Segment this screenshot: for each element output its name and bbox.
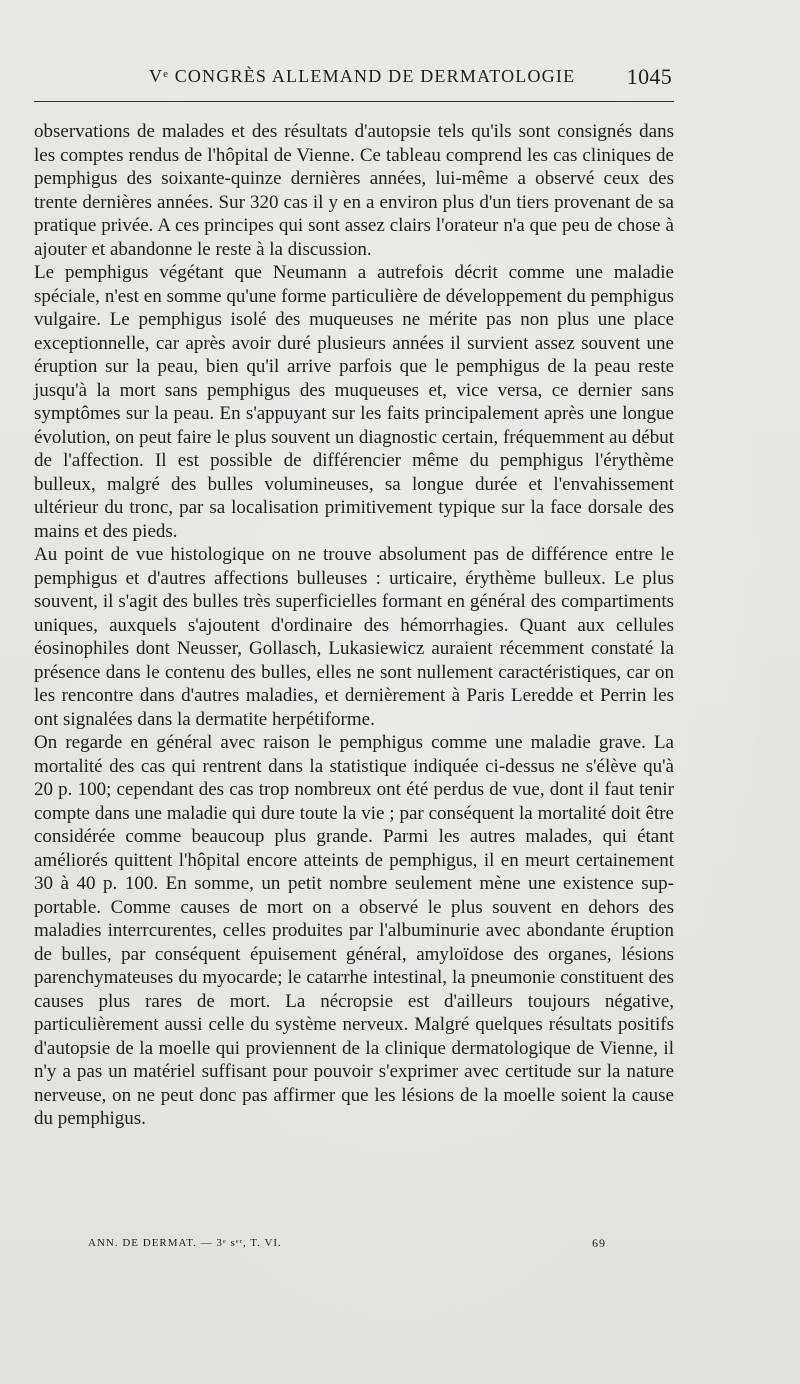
page-footer — [88, 1237, 648, 1257]
running-head: Vᵉ CONGRÈS ALLEMAND DE DERMATOLOGIE — [149, 66, 576, 86]
header-rule — [34, 101, 674, 102]
signature-number: 69 — [592, 1236, 606, 1250]
page-number: 1045 — [626, 64, 672, 89]
body-text — [34, 120, 674, 1131]
paragraph-4: On regarde en général avec raison le pemphigus comme une maladie grave. La mortalité des cas qui rentrent dans la statistique indiquée ci-dessus ne s'élève qu'à 20 p. 100; cependant des cas trop nombreux ont été perdus de vue, dont il faut tenir compte dans une maladie qui dure toute la vie ; par conséquent la mortalité doit être considérée comme beaucoup plus grande. Parmi les autres malades, qui étant améliorés quittent l'hôpital encore atteints de pemphigus, il en meurt certainement 30 à 40 p. 100. En somme, un petit nombre seulement mène une existence supportable. Comme causes de mort on a observé le plus souvent en dehors des maladies interrcurentes, celles produites par l'albuminurie avec abondante éruption de bulles, par conséquent épuisement général, amyloïdose des organes, lésions parenchymateuses du myocarde; le catarrhe intestinal, la pneumonie constituent des causes plus rares de mort. La nécropsie est d'ailleurs toujours négative, particulièrement aussi celle du système nerveux. Malgré quelques résultats positifs d'autopsie de la moelle qui proviennent de la clinique dermatologique de Vienne, il n'y a pas un matériel suffisant pour pouvoir s'exprimer avec certitude sur la nature nerveuse, on ne peut donc pas affirmer que les lésions de la moelle soient la cause du pemphigus. — [34, 732, 674, 1129]
paragraph-3: Au point de vue histologique on ne trouve absolument pas de différence entre le pemphigus et d'autres affections bulleuses : urticaire, érythème bulleux. Le plus souvent, il s'agit des bulles très superficielles formant en général des compartiments uniques, auxquels s'ajoutent d'ordinaire des hémorrhagies. Quant aux cellules éosinophiles dont Neusser, Gollasch, Lukasiewicz auraient récemment constaté la présence dans le contenu des bulles, elles ne sont nullement caractéristiques, car on les rencontre dans d'autres maladies, et dernièrement à Paris Leredde et Perrin les ont signalées dans la dermatite herpétiforme. — [34, 544, 674, 730]
footer-source: ANN. DE DERMAT. — 3ᵉ sᵉʳ, T. VI. — [88, 1237, 282, 1249]
paragraph-2: Le pemphigus végétant que Neumann a autrefois décrit comme une maladie spéciale, n'est en somme qu'une forme particulière de développement du pemphigus vulgaire. Le pemphigus isolé des muqueuses ne mérite pas non plus une place exceptionnelle, car après avoir duré plusieurs années il survient assez souvent une éruption sur la peau, bien qu'il arrive parfois que le pemphigus de la peau reste jusqu'à la mort sans pemphigus des muqueuses et, vice versa, ce dernier sans symptômes sur la peau. En s'appuyant sur les faits principalement après une longue évolution, on peut faire le plus souvent un diagnostic certain, fréquemment au début de l'affection. Il est possible de différencier même du pemphigus l'érythème bulleux, malgré des bulles volumineuses, sa longue durée et l'envahissement ultérieur du tronc, par sa localisation primitivement typique sur la face dorsale des mains et des pieds. — [34, 262, 674, 542]
page-header — [34, 64, 672, 94]
paragraph-1: observations de malades et des résultats d'autopsie tels qu'ils sont consignés dans les comptes rendus de l'hôpital de Vienne. Ce tableau comprend les cas cliniques de pemphigus des soixante-quinze dernières années, lui-même a observé ceux des trente dernières années. Sur 320 cas il y en a environ plus d'un tiers provenant de sa pratique privée. A ces principes qui sont assez clairs l'orateur n'a que peu de chose à ajouter et abandonne le reste à la discussion. — [34, 121, 674, 260]
